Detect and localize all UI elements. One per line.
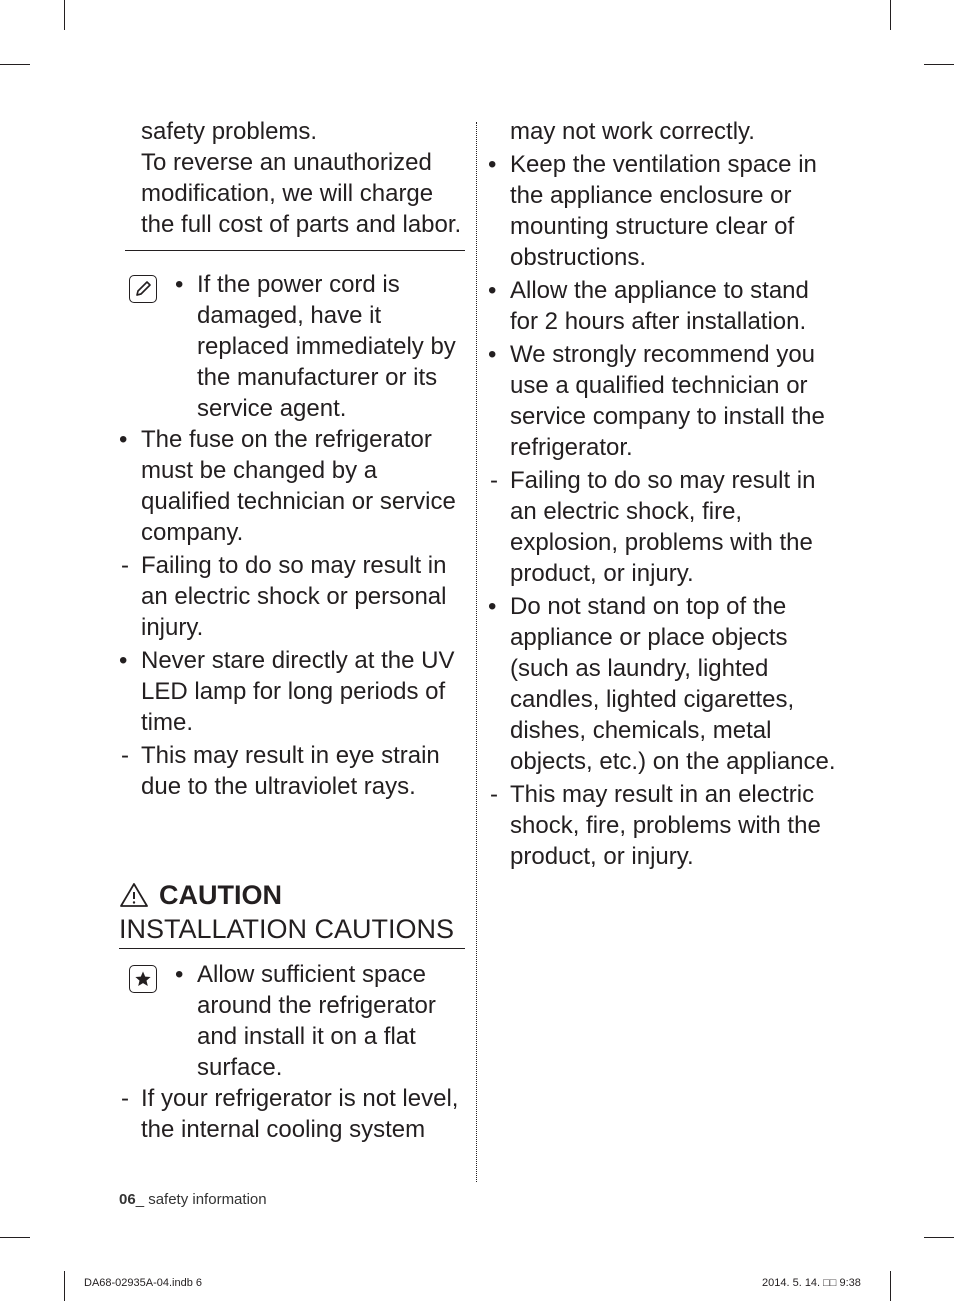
caution-subtitle: INSTALLATION CAUTIONS [119, 914, 455, 944]
note-bullet: • If the power cord is damaged, have it replaced immediately by the manufacturer or its service agent. [175, 269, 469, 424]
list-item: • The fuse on the refrigerator must be changed by a qualified technician or service company. [119, 424, 469, 548]
continued-text: To reverse an unauthorized modification, we will charge the full cost of parts and labor. [141, 149, 462, 238]
page-number: 06 [119, 1191, 136, 1208]
crop-mark [890, 0, 891, 30]
list-item: - If your refrigerator is not level, the internal cooling system [119, 1083, 469, 1145]
section-rule [125, 250, 465, 251]
note-block [119, 959, 469, 1083]
section-rule [119, 948, 465, 949]
list-item: • We strongly recommend you use a qualified technician or service company to install the refrigerator. [488, 339, 840, 463]
crop-mark [0, 1237, 30, 1238]
crop-mark [924, 1237, 954, 1238]
continued-text: may not work correctly. [510, 118, 755, 145]
crop-mark [0, 64, 30, 65]
page-footer [119, 1191, 267, 1208]
print-slug-date: 2014. 5. 14. □□ 9:38 [762, 1277, 861, 1289]
star-icon [129, 965, 157, 993]
caution-title: CAUTION [159, 880, 282, 910]
crop-mark [890, 1271, 891, 1301]
crop-mark [64, 1271, 65, 1301]
crop-mark [64, 0, 65, 30]
note-block [119, 269, 469, 424]
caution-heading [119, 878, 469, 946]
list-item: - This may result in eye strain due to the ultraviolet rays. [119, 740, 469, 802]
print-slug-file: DA68-02935A-04.indb 6 [84, 1277, 203, 1289]
warning-triangle-icon [119, 882, 149, 908]
note-bullet: • Allow sufficient space around the refrigerator and install it on a flat surface. [175, 959, 469, 1083]
list-item: • Never stare directly at the UV LED lamp for long periods of time. [119, 645, 469, 738]
list-item: • Keep the ventilation space in the appliance enclosure or mounting structure clear of obstructions. [488, 149, 840, 273]
list-item: • Allow the appliance to stand for 2 hours after installation. [488, 275, 840, 337]
section-name: _ safety information [135, 1191, 267, 1208]
list-item: • Do not stand on top of the appliance or place objects (such as laundry, lighted candles, lighted cigarettes, dishes, chemicals, metal objects, etc.) on the appliance. [488, 591, 840, 777]
column-divider [476, 122, 477, 1182]
list-item: - Failing to do so may result in an electric shock, fire, explosion, problems with the product, or injury. [488, 465, 840, 589]
left-column [119, 116, 469, 1145]
list-item: - Failing to do so may result in an electric shock or personal injury. [119, 550, 469, 643]
list-item: - This may result in an electric shock, fire, problems with the product, or injury. [488, 779, 840, 872]
pencil-icon [129, 275, 157, 303]
continued-text: safety problems. [141, 118, 318, 145]
crop-mark [924, 64, 954, 65]
right-column [488, 116, 840, 872]
